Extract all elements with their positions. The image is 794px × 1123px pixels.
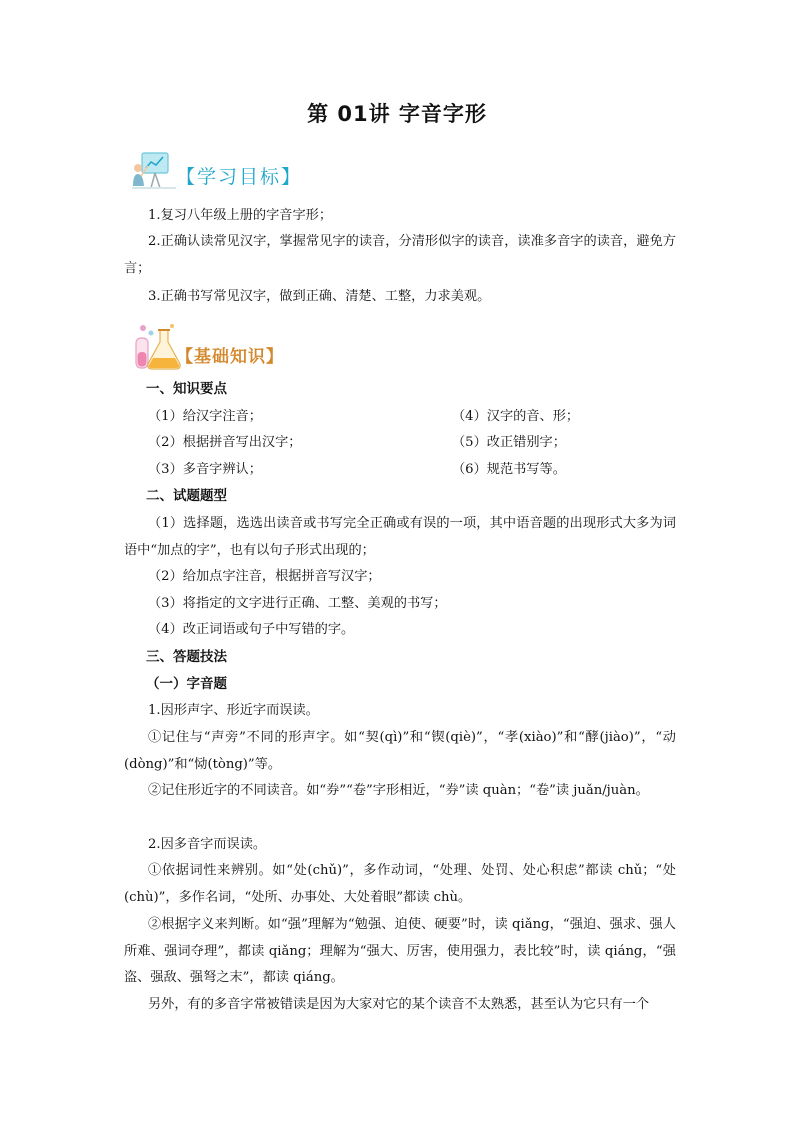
technique-paragraph: 另外，有的多音字常被错读是因为大家对它的某个读音不太熟悉，甚至认为它只有一个 xyxy=(148,997,650,1012)
question-type-item: （3）将指定的文字进行正确、工整、美观的书写； xyxy=(148,596,447,611)
technique-paragraph: 2.因多音字而误读。 xyxy=(148,837,267,852)
question-type-item: （1）选择题，选选出读音或书写完全正确或有误的一项，其中语音题的出现形式大多为词语中“加点的字”，也有以句子形式出现的； xyxy=(124,516,676,558)
part-heading: 二、试题题型 xyxy=(146,488,227,504)
goal-item: 1.复习八年级上册的字音字形； xyxy=(148,208,333,223)
technique-paragraph: ①依据词性来辨别。如“处(chǔ)”，多作动词，“处理、处罚、处心积虑”都读 chǔ；“处(chù)”，多作名词，“处所、办事处、大处着眼”都读 chù。 xyxy=(124,863,676,905)
knowledge-item: （4）汉字的音、形； xyxy=(452,409,580,424)
goal-item: 2.正确认读常见汉字，掌握常见字的读音，分清形似字的读音，读准多音字的读音，避免方言； xyxy=(124,234,676,276)
technique-paragraph: 1.因形声字、形近字而误读。 xyxy=(148,703,319,718)
technique-paragraph: ②根据字义来判断。如“强”理解为“勉强、迫使、硬要”时，读 qiǎng，“强迫、强求、强人所难、强词夺理”，都读 qiǎng；理解为“强大、厉害，使用强力，表比较”时，读 qiáng，“强盗、强敌、强弩之末”，都读 qiáng。 xyxy=(124,917,676,985)
teacher-board-icon xyxy=(132,150,176,192)
question-type-item: （4）改正词语或句子中写错的字。 xyxy=(148,622,355,637)
sub-heading: （一）字音题 xyxy=(146,676,227,692)
question-type-item: （2）给加点字注音，根据拼音写汉字； xyxy=(148,569,381,584)
technique-paragraph: ①记住与“声旁”不同的形声字。如“契(qì)”和“锲(qiè)”，“孝(xiào)”和“酵(jiào)”，“动(dòng)”和“恸(tòng)”等。 xyxy=(124,730,676,772)
knowledge-item: （5）改正错别字； xyxy=(452,435,566,450)
section-label: 【基础知识】 xyxy=(176,347,284,367)
part-heading: 三、答题技法 xyxy=(146,649,227,665)
knowledge-item: （2）根据拼音写出汉字； xyxy=(148,435,302,450)
goal-item: 3.正确书写常见汉字，做到正确、清楚、工整，力求美观。 xyxy=(148,289,491,304)
technique-paragraph: ②记住形近字的不同读音。如“券”“卷”字形相近，“券”读 quàn；“卷”读 juǎn/juàn。 xyxy=(148,783,649,798)
part-heading: 一、知识要点 xyxy=(146,381,227,397)
page-title: 第 01讲 字音字形 xyxy=(307,102,487,126)
knowledge-item: （3）多音字辨认； xyxy=(148,462,262,477)
knowledge-item: （6）规范书写等。 xyxy=(452,462,566,477)
section-label: 【学习目标】 xyxy=(176,166,303,188)
knowledge-item: （1）给汉字注音； xyxy=(148,409,262,424)
